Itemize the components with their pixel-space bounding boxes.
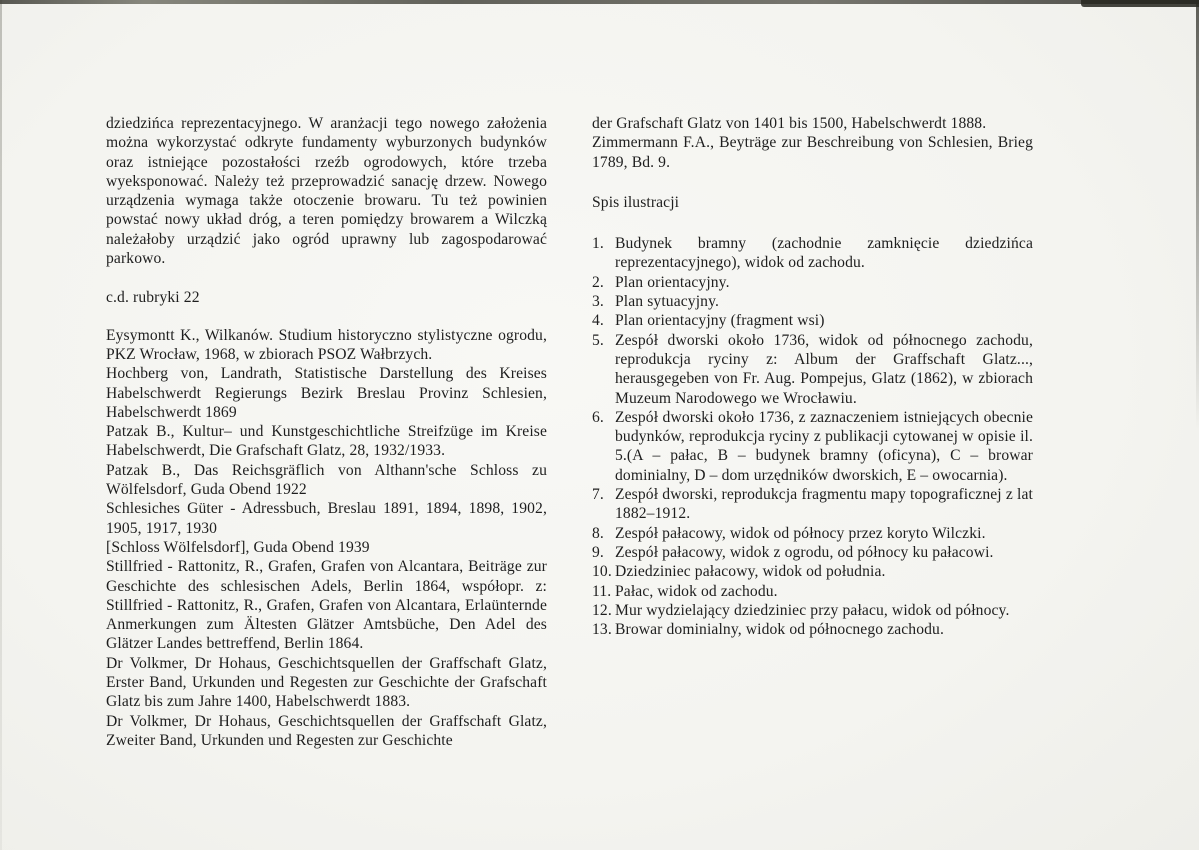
- bibliography-entry: Schlesiches Güter - Adressbuch, Breslau 1891, 1894, 1898, 1902, 1905, 1917, 1930: [106, 500, 547, 537]
- item-number: 12.: [592, 601, 612, 619]
- item-number: 11.: [592, 582, 612, 600]
- item-text: Plan orientacyjny (fragment wsi): [615, 312, 825, 330]
- illustrations-heading: Spis ilustracji: [592, 193, 680, 211]
- item-number: 3.: [592, 293, 604, 311]
- item-text: Pałac, widok od zachodu.: [615, 582, 778, 600]
- illustration-item: [592, 485, 1033, 524]
- illustration-item: [592, 524, 1033, 543]
- bibliography-entry: Dr Volkmer, Dr Hohaus, Geschichtsquellen der Graffschaft Glatz, Zweiter Band, Urkunden und Regesten zur Geschichte: [106, 712, 547, 749]
- bibliography-entry: Eysymontt K., Wilkanów. Studium historyczno stylistyczne ogrodu, PKZ Wrocław, 1968, w zbiorach PSOZ Wałbrzych.: [106, 326, 547, 363]
- illustration-item: [592, 601, 1033, 620]
- illustration-item: [592, 234, 1033, 273]
- item-number: 1.: [592, 235, 604, 253]
- bibliography-continuation: [592, 114, 1033, 172]
- illustration-item: [592, 292, 1033, 311]
- bibliography-entry: Patzak B., Das Reichsgräflich von Althann'sche Schloss zu Wölfelsdorf, Guda Obend 1922: [106, 461, 547, 499]
- item-text: Zespół dworski około 1736, widok od północnego zachodu, reprodukcja ryciny z: Album der Graffschaft Glatz..., herausgegeben von Fr. Aug. Pompejus, Glatz (1862), w zbiorach Muzeum Narodowego we Wrocławiu.: [615, 331, 1033, 407]
- item-number: 6.: [592, 408, 604, 426]
- scan-edge-top-right: [1081, 0, 1199, 7]
- continuation-note: c.d. rubryki 22: [106, 289, 200, 307]
- illustration-item: [592, 408, 1033, 485]
- illustration-item: [592, 273, 1033, 292]
- scan-edge-top: [0, 0, 1199, 4]
- item-text: Dziedziniec pałacowy, widok od południa.: [615, 563, 886, 581]
- item-number: 8.: [592, 524, 604, 542]
- item-number: 7.: [592, 486, 604, 504]
- item-text: Zespół dworski około 1736, z zaznaczeniem istniejących obecnie budynków, reprodukcja ryciny z publikacji cytowanej w opisie il. 5.(A – pałac, B – budynek bramny (oficyna), C – browar dominialny, D – dom urzędników dworskich, E – owocarnia).: [615, 408, 1033, 484]
- item-text: Budynek bramny (zachodnie zamknięcie dziedzińca reprezentacyjnego), widok od zachodu.: [615, 235, 1033, 272]
- bibliography-entry: Stillfried - Rattonitz, R., Grafen, Grafen von Alcantara, Beiträge zur Geschichte des schlesischen Adels, Berlin 1864, współopr. z: Stillfried - Rattonitz, R., Grafen, Grafen von Alcantara, Erlaünternde Anmerkungen zum Ältesten Glätzer Amtsbüche, Den Adel des Glätzer Landes bettreffend, Berlin 1864.: [106, 558, 547, 653]
- bibliography-entry: Patzak B., Kultur– und Kunstgeschichtliche Streifzüge im Kreise Habelschwerdt, Die Grafschaft Glatz, 28, 1932/1933.: [106, 423, 547, 460]
- item-number: 5.: [592, 331, 604, 349]
- bibliography-list: [106, 326, 547, 751]
- illustration-item: [592, 582, 1033, 601]
- bibliography-entry: Zimmermann F.A., Beyträge zur Beschreibung von Schlesien, Brieg 1789, Bd. 9.: [592, 134, 1033, 171]
- illustrations-list: [592, 234, 1033, 639]
- bibliography-entry: Hochberg von, Landrath, Statistische Darstellung des Kreises Habelschwerdt Regierungs Bezirk Breslau Provinz Schlesien, Habelschwerdt 1869: [106, 365, 547, 421]
- item-text: Zespół dworski, reprodukcja fragmentu mapy topograficznej z lat 1882–1912.: [615, 486, 1033, 523]
- item-text: Browar dominialny, widok od północnego zachodu.: [615, 621, 944, 639]
- illustration-item: [592, 620, 1033, 639]
- item-number: 10.: [592, 563, 612, 581]
- illustration-item: [592, 543, 1033, 562]
- item-text: Plan sytuacyjny.: [615, 293, 719, 311]
- item-number: 2.: [592, 273, 604, 291]
- illustration-item: [592, 562, 1033, 581]
- item-text: Mur wydzielający dziedziniec przy pałacu, widok od północy.: [615, 601, 1010, 619]
- item-text: Zespół pałacowy, widok od północy przez koryto Wilczki.: [615, 524, 986, 542]
- item-number: 9.: [592, 543, 604, 561]
- left-column: [106, 114, 547, 750]
- item-text: Plan orientacyjny.: [615, 273, 730, 291]
- bibliography-entry: [Schloss Wölfelsdorf], Guda Obend 1939: [106, 538, 370, 556]
- bibliography-entry: Dr Volkmer, Dr Hohaus, Geschichtsquellen der Graffschaft Glatz, Erster Band, Urkunden und Regesten zur Geschichte der Grafschaft Glatz bis zum Jahre 1400, Habelschwerdt 1883.: [106, 654, 547, 711]
- illustration-item: [592, 331, 1033, 408]
- item-text: Zespół pałacowy, widok z ogrodu, od północy ku pałacowi.: [615, 543, 994, 561]
- illustration-item: [592, 311, 1033, 330]
- item-number: 13.: [592, 621, 612, 639]
- body-paragraph: dziedzińca reprezentacyjnego. W aranżacji tego nowego założenia można wykorzystać odkryte fundamenty wyburzonych budynków oraz istniejące pozostałości rzeźb ogrodowych, które trzeba wyeksponować. Należy też przeprowadzić sanację drzew. Nowego urządzenia wymaga także otoczenie browaru. Tu też powinien powstać nowy układ dróg, a teren pomiędzy browarem a Wilczką należałoby urządzić jako ogród uprawny lub zagospodarować parkowo.: [106, 115, 547, 268]
- right-column: [592, 114, 1033, 639]
- scan-edge-left: [0, 0, 2, 850]
- bibliography-entry-continuation: der Grafschaft Glatz von 1401 bis 1500, Habelschwerdt 1888.: [592, 115, 987, 132]
- item-number: 4.: [592, 312, 604, 330]
